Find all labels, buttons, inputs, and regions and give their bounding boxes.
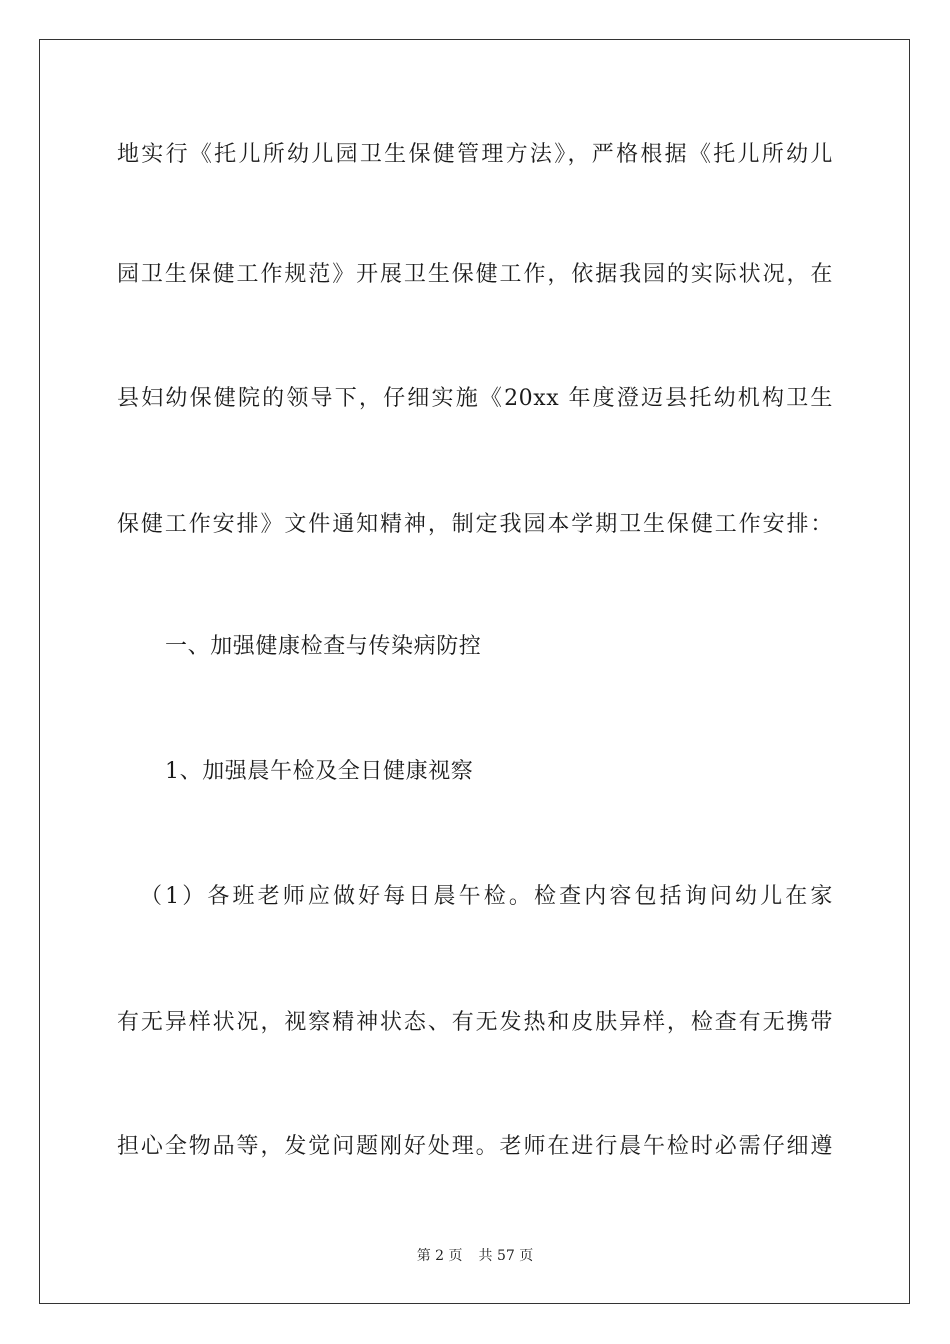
page-border [39,39,910,1304]
subsection-heading: 1、加强晨午检及全日健康视察 [165,759,474,784]
section-heading: 一、加强健康检查与传染病防控 [165,634,482,659]
page-footer [0,1247,950,1265]
body-text-line-7: （1）各班老师应做好每日晨午检。检查内容包括询问幼儿在家 [140,884,833,909]
body-text-line-2: 园卫生保健工作规范》开展卫生保健工作，依据我园的实际状况，在 [117,262,833,287]
body-text-line-8: 有无异样状况，视察精神状态、有无发热和皮肤异样，检查有无携带 [117,1010,833,1035]
body-text-line-4: 保健工作安排》文件通知精神，制定我园本学期卫生保健工作安排： [117,512,833,537]
body-text-line-9: 担心全物品等，发觉问题刚好处理。老师在进行晨午检时必需仔细遵 [117,1134,833,1159]
body-text-line-3: 县妇幼保健院的领导下，仔细实施《20xx 年度澄迈县托幼机构卫生 [117,386,833,411]
body-text-line-1: 地实行《托儿所幼儿园卫生保健管理方法》，严格根据《托儿所幼儿 [117,142,833,167]
page-total: 共 57 页 [478,1248,534,1264]
page-number: 第 2 页 [416,1248,463,1264]
